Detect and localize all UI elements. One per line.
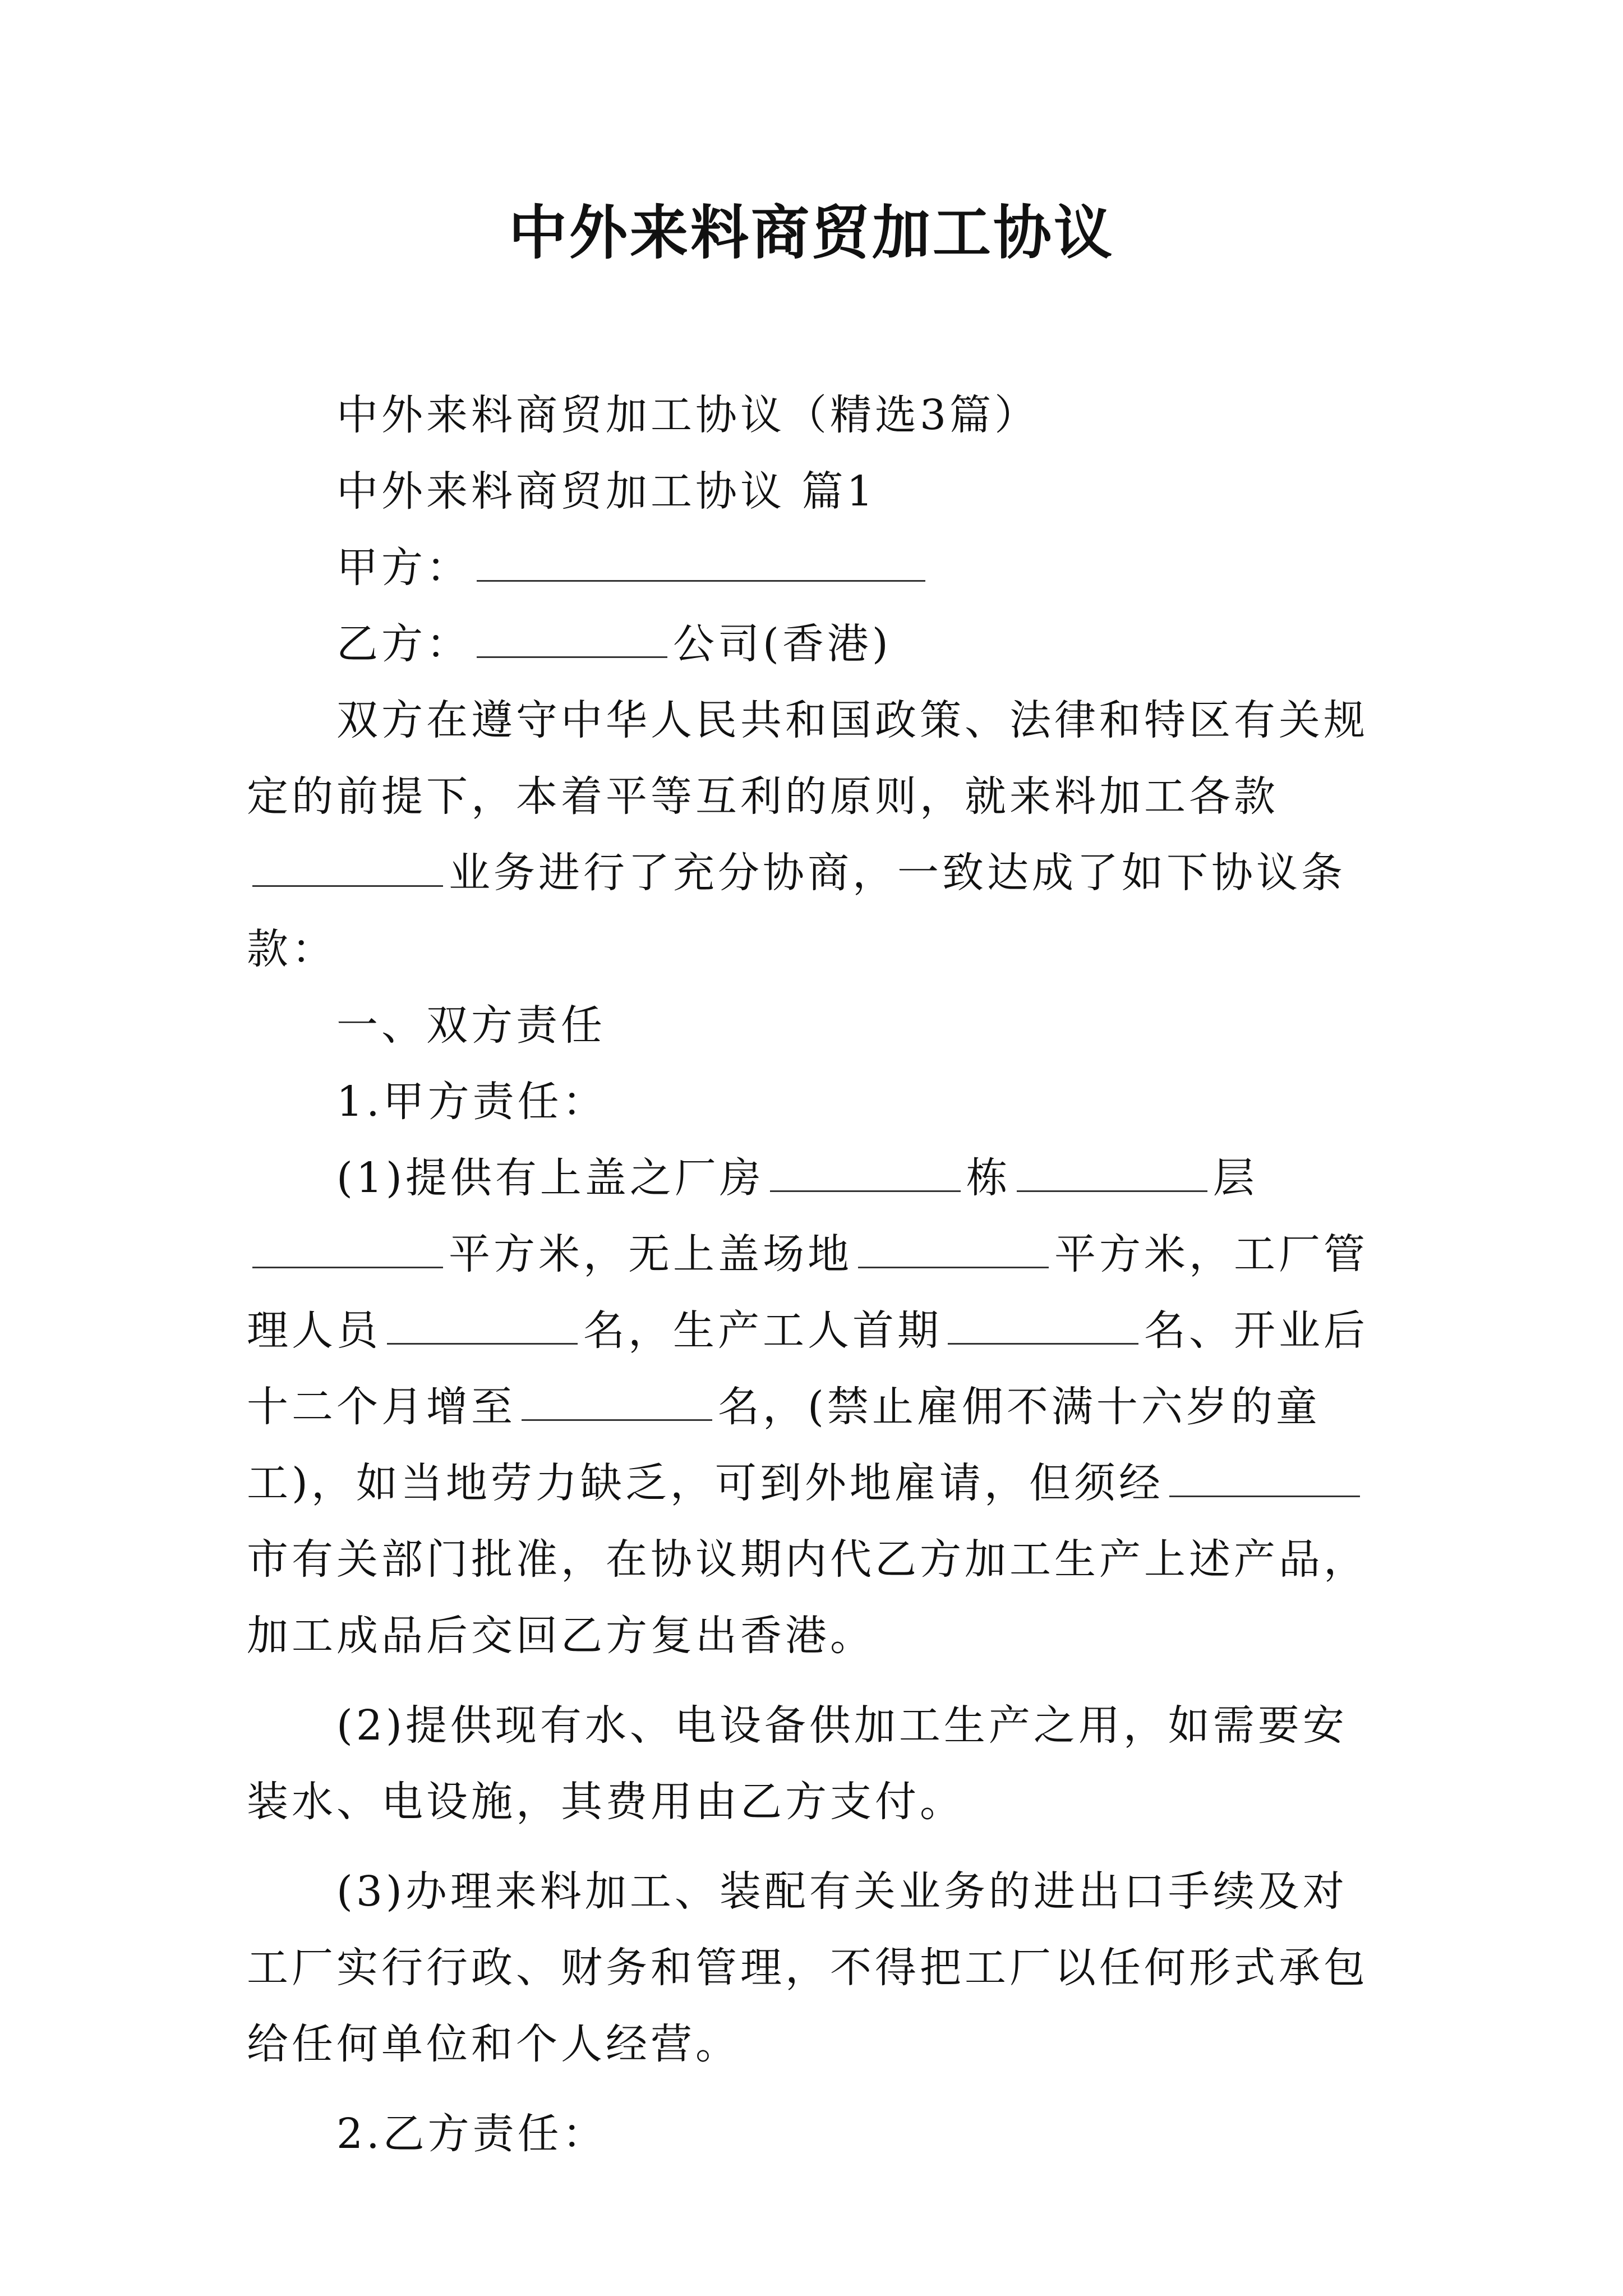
heading-party-a-responsibilities: 1.甲方责任： [336,1078,607,1126]
subtitle: 中外来料商贸加工协议（精选3篇） [336,391,1040,439]
intro-paragraph: 双方在遵守中华人民共和国政策、法律和特区有关规定的前提下，本着平等互利的原则，就来料加工各款业务进行了充分协商，一致达成了如下协议条款： [247,696,1368,973]
document-title: 中外来料商贸加工协议 [508,198,1114,267]
open-area-blank [858,1225,1049,1268]
heading-responsibilities: 一、双方责任 [336,1001,606,1050]
heading-party-b-responsibilities: 2.乙方责任： [336,2110,607,2158]
document-body [247,377,1391,2172]
buildings-blank [770,1149,961,1192]
party-a-line: 甲方： [247,530,1391,606]
party-b-line: 乙方： 公司(香港) [247,606,1391,682]
item-3-paragraph: (3)办理来料加工、装配有关业务的进出口手续及对工厂实行行政、财务和管理，不得把工厂以任何形式承包给任何单位和个人经营。 [247,1867,1368,2068]
item-1-paragraph: (1)提供有上盖之厂房 栋 层平方米，无上盖场地 平方米，工厂管理人员 名，生产工人首期 名、开业后十二个月增至 名，(禁止雇佣不满十六岁的童工)，如当地劳力缺乏，可到外地雇请，但须经市有关部门批准，在协议期内代乙方加工生产上述产品，加工成品后交回乙方复出香港。 [247,1140,1391,1674]
floors-blank [1017,1149,1207,1192]
item-2-paragraph: (2)提供现有水、电设备供加工生产之用，如需要安装水、电设施，其费用由乙方支付。 [247,1701,1348,1826]
city-blank [1169,1454,1360,1497]
covered-area-blank [252,1225,443,1268]
party-b-blank [477,615,667,658]
managers-blank [387,1301,578,1345]
party-a-blank [477,539,925,582]
initial-workers-blank [948,1301,1138,1345]
intro-blank [252,844,443,887]
section-heading: 中外来料商贸加工协议 篇1 [336,467,877,516]
later-workers-blank [522,1378,712,1421]
